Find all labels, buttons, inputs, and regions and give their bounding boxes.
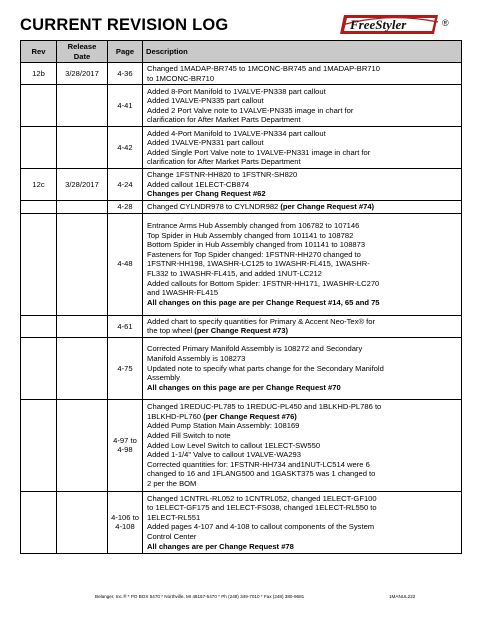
description-text: clarification for After Market Parts Department [147,115,301,125]
description-line [147,402,457,412]
description-line [147,460,457,470]
description-text: Added callouts for Bottom Spider: 1FSTNR-HH171, 1WASHR-LC270 [147,278,380,288]
cell-release-date: 3/28/2017 [57,169,108,201]
description-text: 1ELECT-RL551 [147,512,201,522]
page-ref-line: 4-75 [117,363,133,373]
description-line [147,354,457,364]
cell-description [143,127,462,169]
description-text: All changes are per Change Request #78 [147,541,294,551]
cell-page [108,491,143,553]
cell-page [108,399,143,491]
description-line [147,115,457,125]
description-line [147,170,457,180]
logo-registered-mark: ® [442,18,449,28]
description-text: the top wheel [147,326,195,336]
description-line [147,138,457,148]
description-line [147,344,457,354]
table-row [21,213,462,315]
cell-rev [21,315,57,337]
description-line [147,148,457,158]
description-line [147,412,457,422]
description-text: Added 4-Port Manifold to 1VALVE-PN334 part callout [147,128,326,138]
table-row [21,491,462,553]
description-line [147,288,457,298]
description-text: Added callout 1ELECT-CB874 [147,179,250,189]
cell-rev: 12c [21,169,57,201]
description-text: 1BLKHD-PL760 [147,411,204,421]
cell-description [143,399,462,491]
description-line [147,269,457,279]
page-footer [0,594,480,604]
description-line [147,189,457,199]
cell-rev: 12b [21,63,57,85]
cell-page [108,127,143,169]
description-line [147,373,457,383]
column-header-release-date [57,41,108,63]
description-text: Added Low Level Switch to callout 1ELECT-SW550 [147,440,321,450]
description-text: FL332 to 1WASHR-FL415, and added 1NUT-LC212 [147,269,322,279]
page-ref-line: 4-36 [117,68,133,78]
description-line [147,129,457,139]
description-line [147,279,457,289]
logo-text: FreeStyler [350,17,407,32]
description-line [147,87,457,97]
cell-release-date [57,399,108,491]
footer-address: Belanger, Inc.® * PO BOX 5470 * Northville, MI 48167-5470 * Ph (248) 349-7010 * Fax (248) 380-9681 [95,594,305,599]
cell-rev [21,127,57,169]
description-line [147,383,457,393]
change-request-ref: (per Change Request #76) [203,411,297,421]
description-text: All changes on this page are per Change Request #14, 65 and 75 [147,297,380,307]
description-text: Changed CYLNDR978 to CYLNDR982 [147,202,281,212]
cell-release-date [57,85,108,127]
description-line [147,221,457,231]
description-text: 2 per the BOM [147,479,197,489]
description-line [147,431,457,441]
page-ref-line: 4-61 [117,321,133,331]
description-text: Entrance Arms Hub Assembly changed from 106782 to 107146 [147,221,360,231]
cell-page [108,169,143,201]
description-text: Added Pump Station Main Assembly: 108169 [147,421,300,431]
description-text: Added 1-1/4" Valve to callout 1VALVE-WA293 [147,450,301,460]
description-line [147,421,457,431]
cell-rev [21,85,57,127]
page-ref-line: 4-24 [117,179,133,189]
cell-release-date [57,315,108,337]
column-header-date-line: Date [73,51,91,61]
page-ref-line: 4-41 [117,100,133,110]
cell-release-date [57,213,108,315]
change-request-ref: (per Change Request #74) [280,202,375,212]
description-line [147,202,457,212]
description-text: clarification for After Market Parts Department [147,157,301,167]
description-line [147,298,457,308]
description-line [147,364,457,374]
page-header [20,12,460,38]
page-ref-line: 4-42 [117,142,133,152]
description-line [147,469,457,479]
cell-release-date [57,127,108,169]
freestyler-logo [338,12,458,38]
description-text: Fasteners for Top Spider changed: 1FSTNR-HH270 changed to [147,249,361,259]
description-line [147,96,457,106]
cell-page [108,337,143,399]
description-line [147,513,457,523]
description-line [147,106,457,116]
description-line [147,503,457,513]
description-line [147,441,457,451]
cell-page [108,213,143,315]
description-text: Changes per Chang Request #62 [147,189,266,199]
description-line [147,326,457,336]
description-text: Top Spider in Hub Assembly changed from 101141 to 108782 [147,230,354,240]
table-row [21,337,462,399]
description-line [147,522,457,532]
cell-rev [21,201,57,214]
description-text: Added 1VALVE-PN331 part callout [147,138,264,148]
description-text: Added chart to specify quantities for Primary & Accent Neo-Tex® for [147,316,376,326]
table-row [21,63,462,85]
description-line [147,450,457,460]
revision-log-body [21,63,462,554]
page-ref-line: 4-106 to [111,512,139,522]
cell-description [143,491,462,553]
description-text: Added Single Port Valve note to 1VALVE-PN331 image in chart for [147,147,371,157]
cell-release-date: 3/28/2017 [57,63,108,85]
table-row [21,169,462,201]
column-header-rev: Rev [21,41,57,63]
description-text: Added 8-Port Manifold to 1VALVE-PN338 part callout [147,86,326,96]
table-header-row [21,41,462,63]
revision-log-table [20,40,462,554]
description-text: Changed 1MADAP-BR745 to 1MCONC-BR745 and 1MADAP-BR710 [147,64,380,73]
table-row [21,85,462,127]
page-ref-line: 4-28 [117,202,133,212]
page-ref-line: 4-98 [117,445,133,455]
footer-doc-code: 1MANUL222 [389,594,416,599]
column-header-release-line: Release [67,41,97,51]
cell-description [143,85,462,127]
description-text: Added 2 Port Valve note to 1VALVE-PN335 image in chart for [147,105,354,115]
cell-description [143,169,462,201]
cell-page [108,85,143,127]
cell-description [143,337,462,399]
description-text: Change 1FSTNR-HH820 to 1FSTNR-SH820 [147,170,298,180]
cell-rev [21,213,57,315]
description-text: Corrected Primary Manifold Assembly is 108272 and Secondary [147,344,363,354]
cell-description [143,213,462,315]
description-text: Added pages 4-107 and 4-108 to callout components of the System [147,522,375,532]
page-ref-line: 4-48 [117,259,133,269]
table-row [21,315,462,337]
description-text: to 1ELECT-GF175 and 1ELECT-FS038, changed 1ELECT-RL550 to [147,503,377,513]
description-text: Assembly [147,373,180,383]
cell-release-date [57,201,108,214]
description-line [147,74,457,84]
description-text: Control Center [147,532,197,542]
description-line [147,157,457,167]
description-text: All changes on this page are per Change Request #70 [147,382,341,392]
description-line [147,64,457,74]
description-line [147,494,457,504]
page-ref-line: 4-97 to [113,435,137,445]
description-line [147,250,457,260]
description-text: Bottom Spider in Hub Assembly changed from 101141 to 108873 [147,240,366,250]
cell-page [108,201,143,214]
description-line [147,231,457,241]
description-text: Updated note to specify what parts change for the Secondary Manifold [147,363,384,373]
description-line [147,479,457,489]
table-row [21,127,462,169]
page-title: CURRENT REVISION LOG [20,16,229,34]
description-line [147,240,457,250]
description-line [147,542,457,552]
column-header-description: Description [143,41,462,63]
description-line [147,259,457,269]
description-text: Manifold Assembly is 108273 [147,354,246,364]
cell-release-date [57,491,108,553]
description-text: Changed 1REDUC-PL785 to 1REDUC-PL450 and 1BLKHD-PL786 to [147,402,382,412]
cell-rev [21,399,57,491]
description-line [147,317,457,327]
cell-description [143,315,462,337]
cell-page [108,63,143,85]
column-header-page: Page [108,41,143,63]
cell-description [143,63,462,85]
table-row [21,399,462,491]
page-ref-line: 4-108 [115,522,135,532]
description-text: to 1MCONC-BR710 [147,73,215,83]
description-text: Added Fill Switch to note [147,431,231,441]
table-row [21,201,462,214]
description-text: Changed 1CNTRL-RL052 to 1CNTRL052, changed 1ELECT-GF100 [147,493,377,503]
cell-release-date [57,337,108,399]
description-line [147,532,457,542]
description-text: changed to 16 and 1FLANG500 and 1GASKT375 was 1 changed to [147,469,376,479]
cell-page [108,315,143,337]
description-text: and 1WASHR-FL415 [147,288,219,298]
description-line [147,180,457,190]
cell-description [143,201,462,214]
cell-rev [21,491,57,553]
change-request-ref: (per Change Request #73) [194,326,288,336]
description-text: Corrected quantities for: 1FSTNR-HH734 and1NUT-LC514 were 6 [147,459,370,469]
description-text: 1FSTNR-HH198, 1WASHR-LC125 to 1WASHR-FL415, 1WASHR- [147,259,370,269]
cell-rev [21,337,57,399]
description-text: Added 1VALVE-PN335 part callout [147,96,264,106]
